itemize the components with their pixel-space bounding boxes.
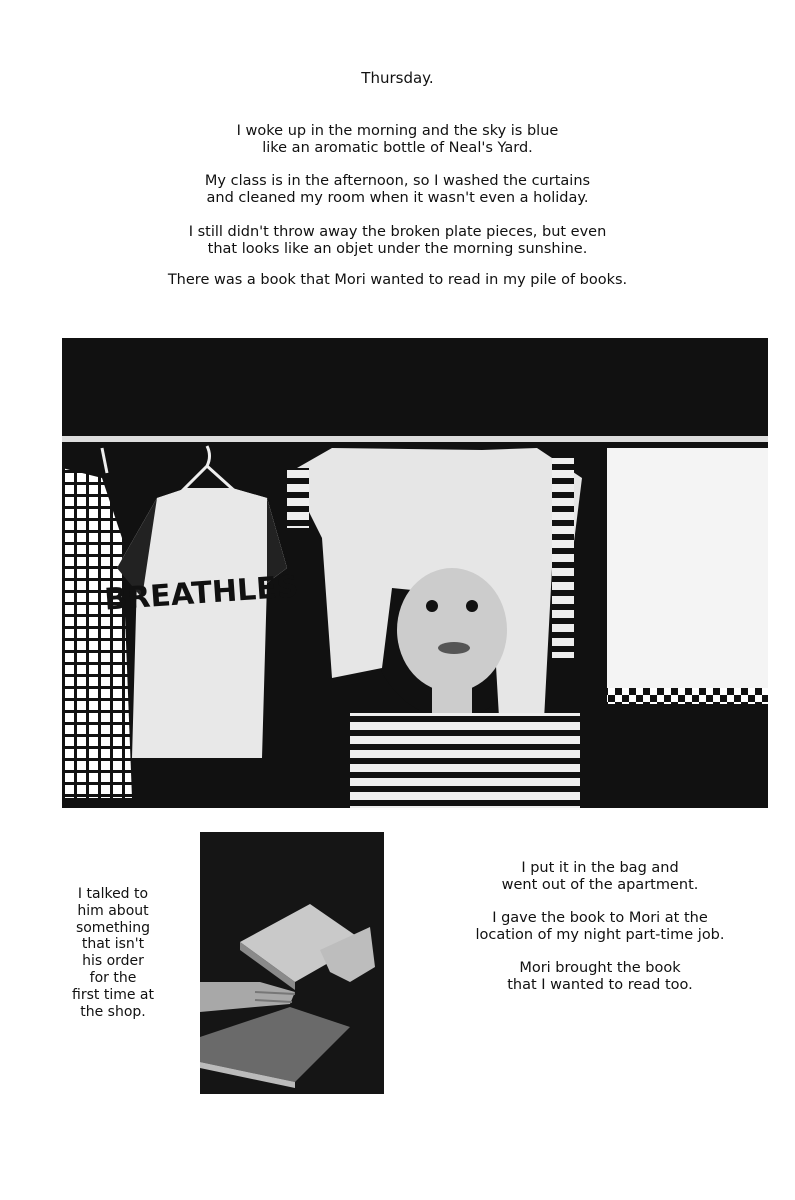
- narration-line: like an aromatic bottle of Neal's Yard.: [262, 140, 533, 156]
- caption-line: that I wanted to read too.: [507, 977, 693, 993]
- caption-line: I put it in the bag and: [521, 860, 679, 876]
- narration-paragraph-1: [0, 123, 795, 157]
- narration-paragraph-4: [0, 272, 795, 289]
- books-illustration: [200, 832, 384, 1094]
- caption-line: I talked to: [77, 886, 149, 902]
- narration-line: that looks like an objet under the morning sunshine.: [207, 241, 588, 257]
- caption-line: him about: [77, 902, 149, 919]
- caption-line: location of my night part-time job.: [475, 927, 725, 943]
- laundry-illustration: [62, 338, 768, 808]
- right-caption-group-1: [430, 860, 770, 894]
- narration-line: I still didn't throw away the broken plate pieces, but even: [188, 224, 607, 240]
- day-label: Thursday.: [361, 69, 434, 87]
- books-panel: [200, 832, 384, 1094]
- narration-paragraph-3: [0, 224, 795, 258]
- narration-line: I woke up in the morning and the sky is blue: [236, 123, 559, 139]
- caption-line: Mori brought the book: [519, 960, 681, 976]
- caption-line: first time at: [72, 986, 154, 1003]
- laundry-panel: [62, 338, 768, 808]
- narration-paragraph-2: [0, 173, 795, 207]
- caption-line: his order: [82, 953, 144, 970]
- narration-line: There was a book that Mori wanted to read in my pile of books.: [167, 272, 628, 288]
- caption-line: I gave the book to Mori at the: [492, 910, 708, 926]
- day-heading: [0, 70, 795, 87]
- caption-line: for the: [89, 969, 137, 986]
- shirt-print-text: BREATHLES: [103, 569, 300, 618]
- right-caption: [430, 860, 770, 1010]
- narration-line: My class is in the afternoon, so I washed the curtains: [204, 173, 591, 189]
- left-caption: [58, 886, 168, 1020]
- caption-line: that isn't: [81, 936, 145, 953]
- right-caption-group-3: [430, 960, 770, 994]
- caption-line: went out of the apartment.: [501, 877, 699, 893]
- caption-line: something: [75, 919, 151, 936]
- narration-line: and cleaned my room when it wasn't even a holiday.: [206, 190, 589, 206]
- right-caption-group-2: [430, 910, 770, 944]
- caption-line: the shop.: [80, 1003, 146, 1020]
